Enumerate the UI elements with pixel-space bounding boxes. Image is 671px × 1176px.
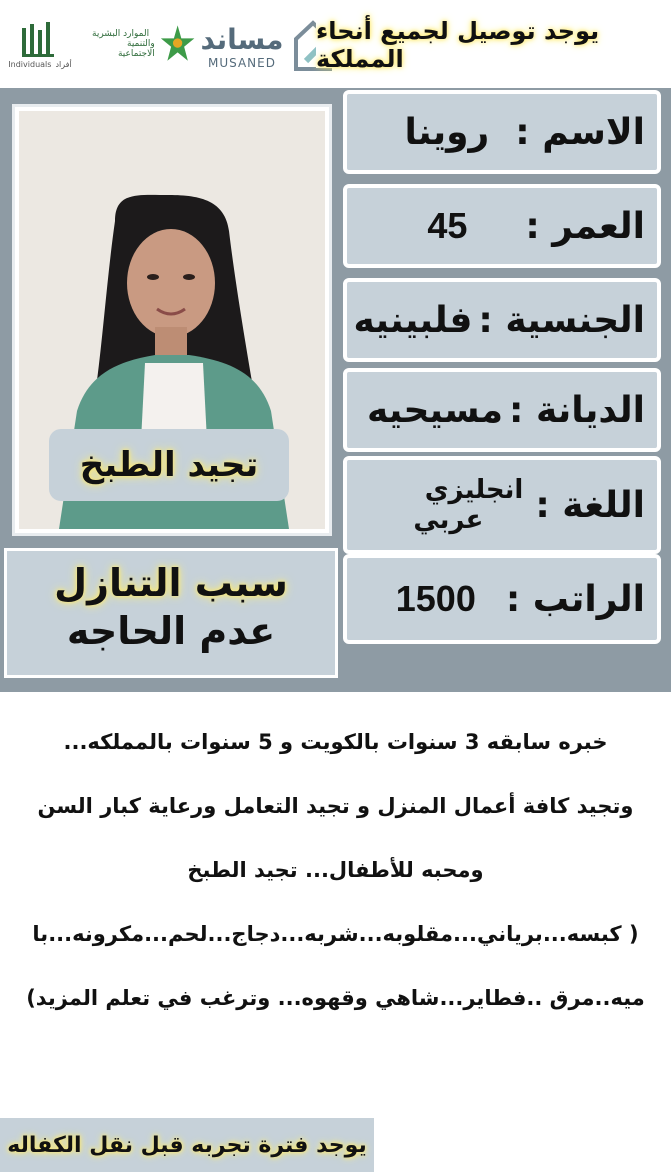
- trial-period-text: يوجد فترة تجربه قبل نقل الكفاله: [7, 1132, 367, 1158]
- language-value-1: انجليزي: [424, 475, 524, 505]
- description-line-3: ومحبه للأطفال... تجيد الطبخ: [187, 858, 484, 882]
- description-line-4: ( كبسه...برياني...مقلوبه...شربه...دجاج...لحم...مكرونه...با: [32, 922, 639, 946]
- absher-icon: [20, 20, 60, 60]
- language-value-2: عربي: [413, 505, 484, 535]
- language-row: [343, 456, 661, 554]
- language-label: اللغة :: [535, 484, 645, 526]
- salary-row: [343, 554, 661, 644]
- header: [0, 0, 671, 88]
- age-row: [343, 184, 661, 268]
- nationality-value: فلبينيه: [353, 299, 473, 341]
- name-row: [343, 90, 661, 174]
- age-value: 45: [427, 205, 468, 246]
- musaned-label-ar: مساند: [200, 22, 284, 56]
- delivery-banner: [316, 17, 671, 73]
- ministry-line-1: الموارد البشرية: [92, 29, 150, 39]
- transfer-reason-title: سبب التنازل: [54, 561, 288, 605]
- worker-photo-frame: [12, 104, 332, 536]
- description-line-1: خبره سابقه 3 سنوات بالكويت و 5 سنوات بالمملكه...: [63, 730, 608, 754]
- nationality-row: [343, 278, 661, 362]
- absher-label-en: Individuals: [8, 59, 52, 69]
- cooking-skill-badge: [49, 429, 289, 501]
- ministry-line-2: والتنمية الاجتماعية: [117, 39, 155, 59]
- musaned-label-en: MUSANED: [208, 55, 276, 70]
- description-block: [0, 698, 671, 1012]
- age-label: العمر :: [525, 205, 645, 247]
- salary-value: 1500: [395, 578, 476, 619]
- religion-row: [343, 368, 661, 452]
- name-label: الاسم :: [515, 111, 645, 153]
- transfer-reason-box: [4, 548, 338, 678]
- nationality-label: الجنسية :: [478, 299, 645, 341]
- transfer-reason-value: عدم الحاجه: [66, 609, 276, 653]
- description-line-5: ميه..مرق ..فطاير...شاهي وقهوه... وترغب في تعلم المزيد): [26, 986, 645, 1010]
- ministry-emblem-icon: [159, 22, 196, 66]
- trial-period-footer: [0, 1118, 374, 1172]
- description-line-2: وتجيد كافة أعمال المنزل و تجيد التعامل ورعاية كبار السن: [37, 794, 634, 818]
- name-value: روينا: [404, 111, 490, 153]
- absher-label-ar: أفراد: [55, 59, 72, 69]
- delivery-banner-text: يوجد توصيل لجميع أنحاء المملكة: [316, 17, 600, 73]
- salary-label: الراتب :: [505, 578, 645, 620]
- cooking-skill-text: تجيد الطبخ: [79, 445, 259, 485]
- ministry-logo: [92, 8, 196, 80]
- religion-label: الديانة :: [509, 389, 645, 431]
- worker-photo: [19, 111, 325, 529]
- absher-individuals-logo: [8, 8, 72, 80]
- religion-value: مسيحيه: [366, 389, 504, 431]
